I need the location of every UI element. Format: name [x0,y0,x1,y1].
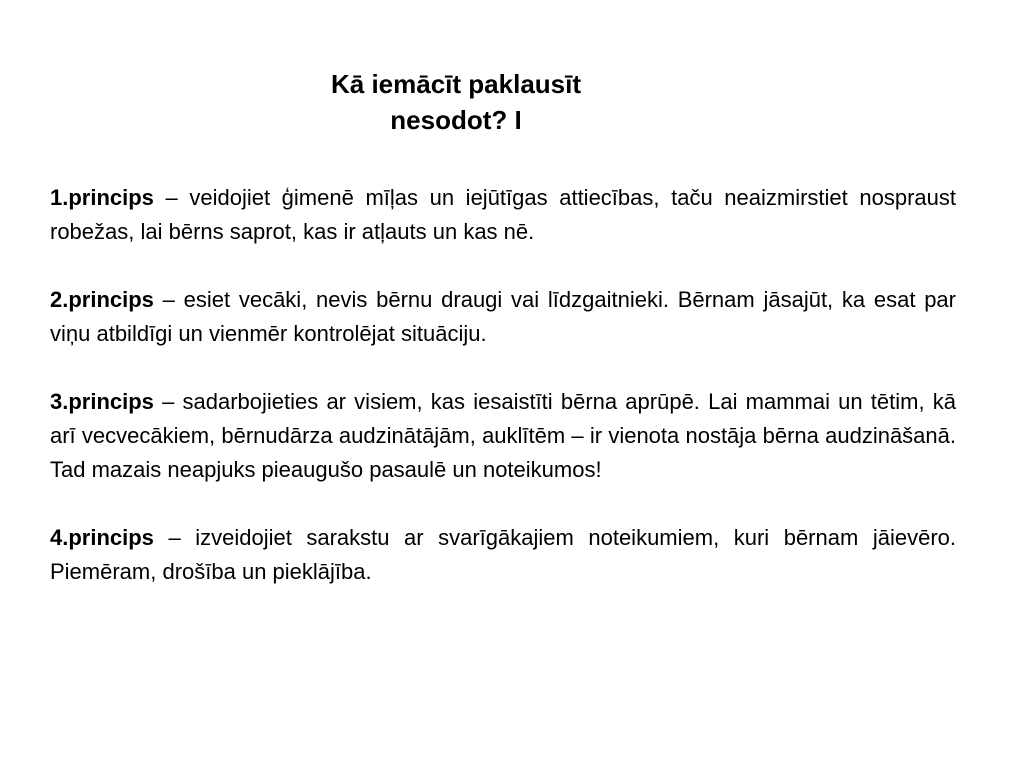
slide-title [256,66,656,138]
principle-label-3: 3.princips [50,389,154,414]
principle-text-2: – esiet vecāki, nevis bērnu draugi vai līdzgaitnieki. Bērnam jāsajūt, ka esat par viņu atbildīgi un vienmēr kontrolējat situāciju. [50,287,956,346]
principle-text-4: – izveidojiet sarakstu ar svarīgākajiem noteikumiem, kuri bērnam jāievēro. Piemēram, drošība un pieklājība. [50,525,956,584]
principle-label-4: 4.princips [50,525,154,550]
principle-text-3: – sadarbojieties ar visiem, kas iesaistīti bērna aprūpē. Lai mammai un tētim, kā arī vecvecākiem, bērnudārza audzinātājām, auklītēm – ir vienota nostāja bērna audzināšanā. Tad mazais neapjuks pieaugušo pasaulē un noteikumos! [50,389,956,482]
principle-label-1: 1.princips [50,185,154,210]
principle-label-2: 2.princips [50,287,154,312]
slide-body [50,181,956,589]
principle-paragraph-3 [50,385,956,487]
principle-paragraph-1 [50,181,956,249]
slide-title-line-2: nesodot? I [390,105,522,135]
slide-title-line-1: Kā iemācīt paklausīt [331,69,581,99]
principle-paragraph-4 [50,521,956,589]
principle-text-1: – veidojiet ģimenē mīļas un iejūtīgas attiecības, taču neaizmirstiet nospraust robežas, lai bērns saprot, kas ir atļauts un kas nē. [50,185,956,244]
principle-paragraph-2 [50,283,956,351]
